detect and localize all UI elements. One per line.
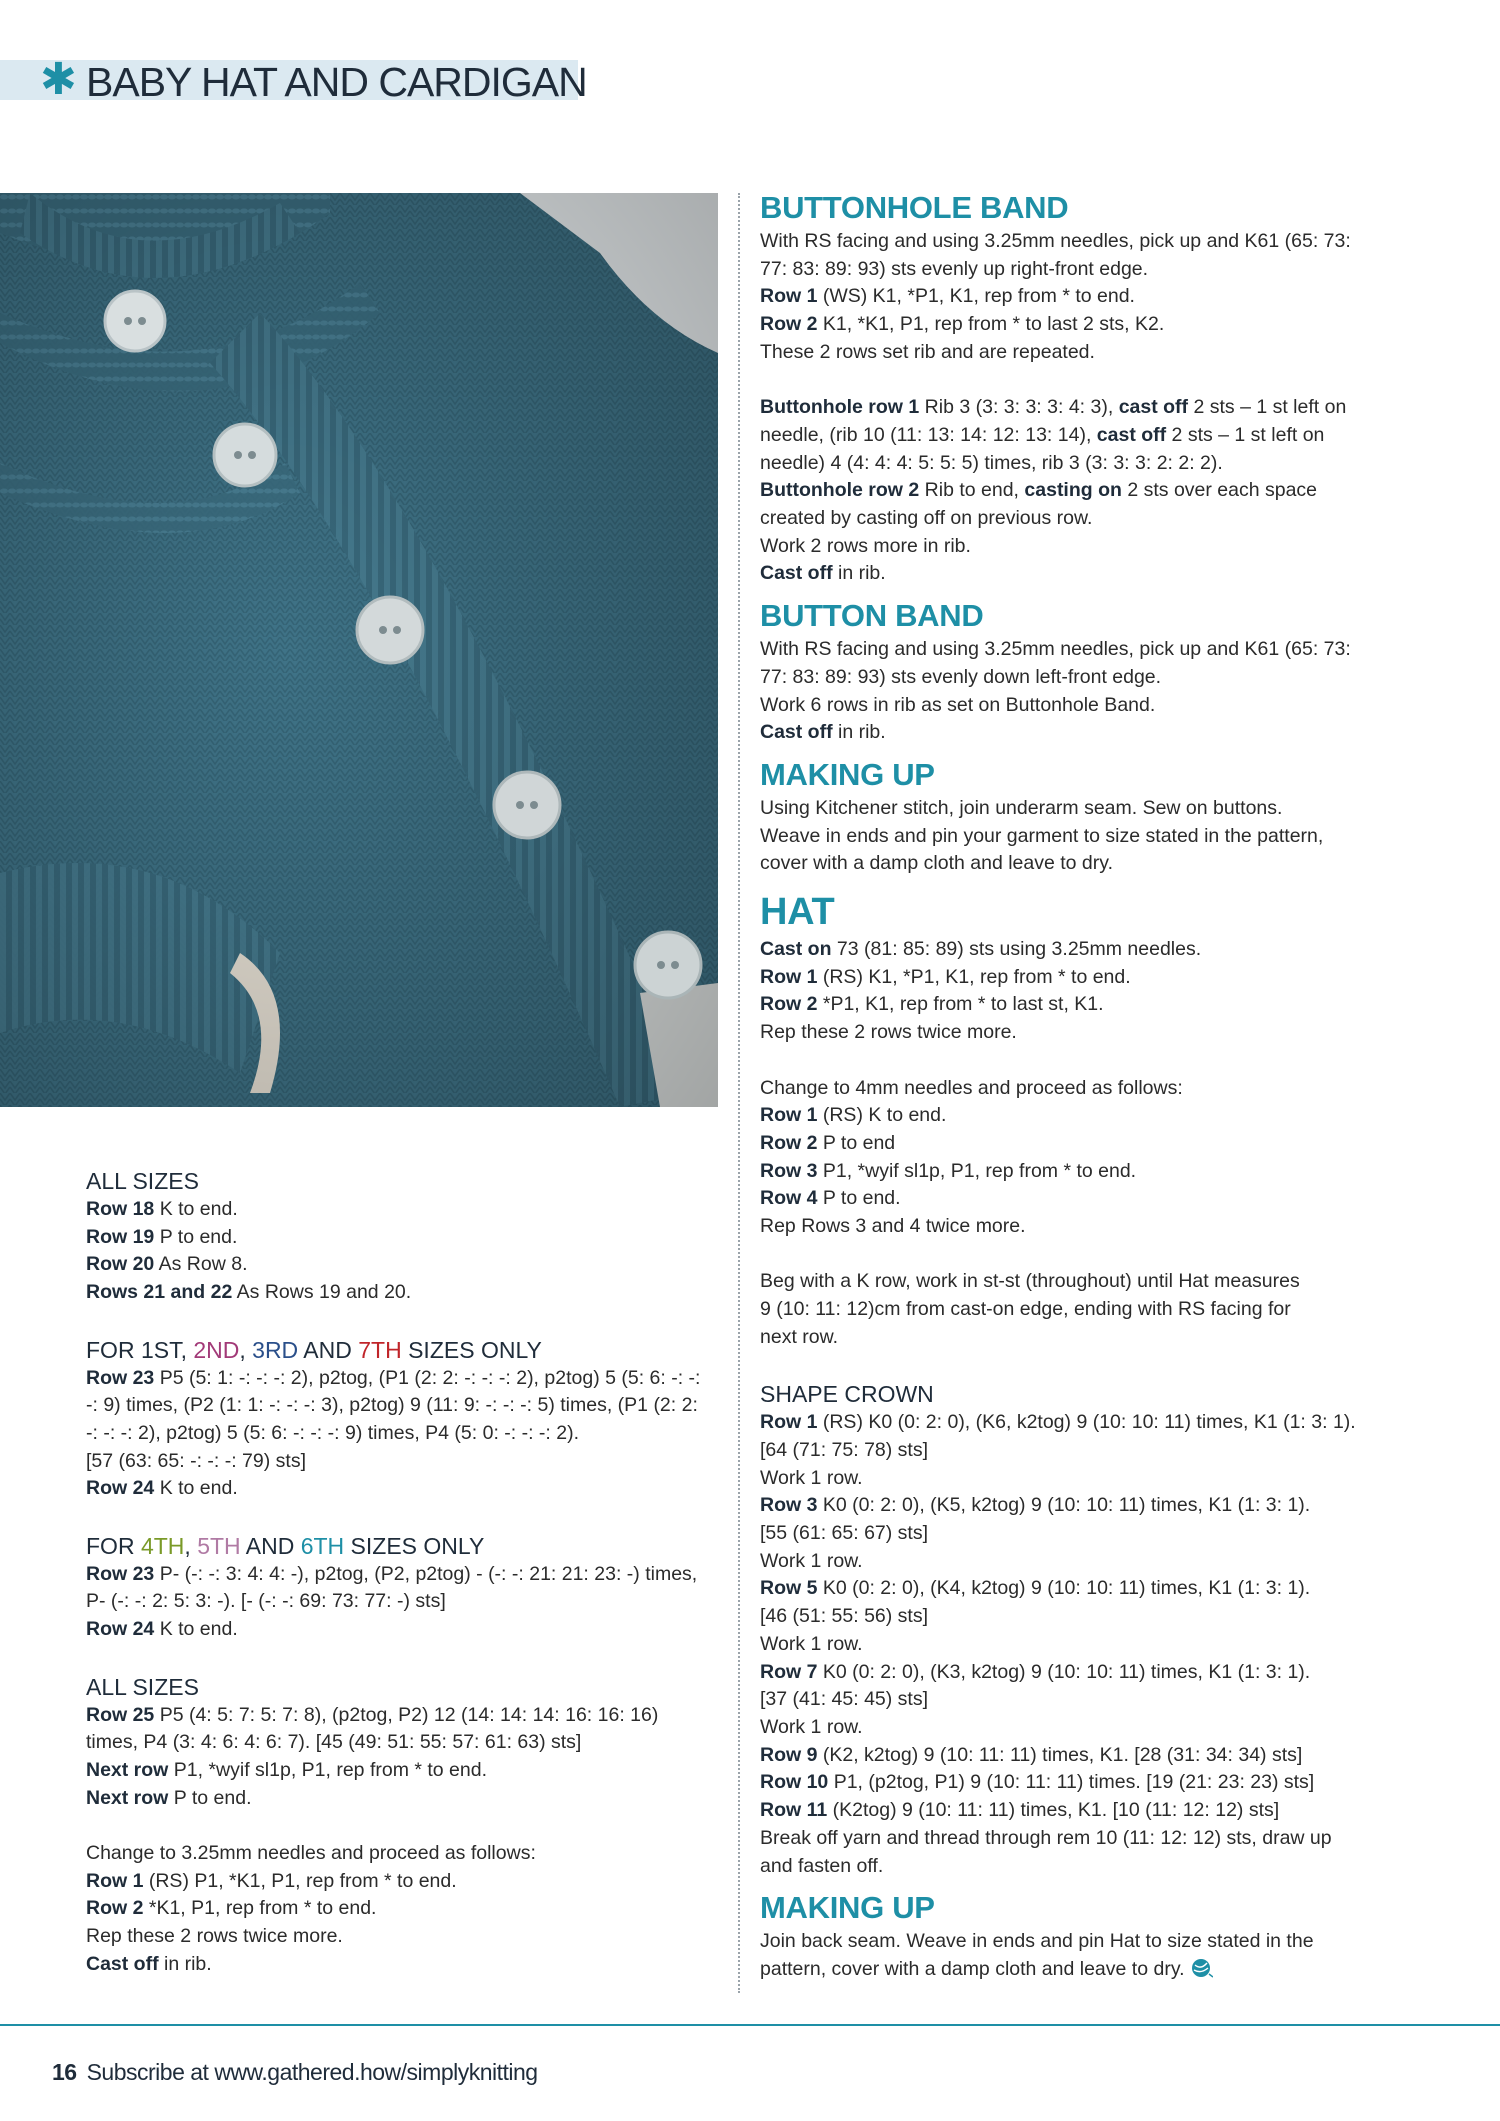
pattern-row: Cast off in rib.	[86, 1952, 212, 1975]
instruction-text: 9 (10: 11: 12)cm from cast-on edge, ending with RS facing for	[760, 1298, 1291, 1321]
section-heading: FOR 4TH, 5TH AND 6TH SIZES ONLY	[86, 1532, 485, 1559]
instruction-text: Work 1 row.	[760, 1715, 863, 1738]
page-title: BABY HAT AND CARDIGAN	[86, 59, 587, 105]
instruction-text: 77: 83: 89: 93) sts evenly up right-front edge.	[760, 257, 1149, 280]
pattern-row: Row 1 (RS) K1, *P1, K1, rep from * to end.	[760, 965, 1131, 988]
instruction-text: Break off yarn and thread through rem 10 (11: 12: 12) sts, draw up	[760, 1826, 1332, 1849]
instruction-text: Join back seam. Weave in ends and pin Hat to size stated in the	[760, 1930, 1314, 1953]
pattern-row: Row 3 P1, *wyif sl1p, P1, rep from * to end.	[760, 1159, 1137, 1182]
instruction-text: Work 6 rows in rib as set on Buttonhole Band.	[760, 693, 1156, 716]
yarn-ball-icon	[1191, 1957, 1213, 1979]
pattern-row: [64 (71: 75: 78) sts]	[760, 1438, 929, 1461]
pattern-row: Row 1 (RS) K0 (0: 2: 0), (K6, k2tog) 9 (10: 10: 11) times, K1 (1: 3: 1).	[760, 1411, 1356, 1434]
pattern-row: Row 2 P to end	[760, 1131, 896, 1154]
page-number: 16	[52, 2059, 77, 2085]
pattern-row: [46 (51: 55: 56) sts]	[760, 1605, 929, 1628]
pattern-row: Row 4 P to end.	[760, 1187, 901, 1210]
instruction-text: These 2 rows set rib and are repeated.	[760, 340, 1095, 363]
section-heading: BUTTON BAND	[760, 598, 984, 634]
footer	[52, 2057, 538, 2087]
pattern-row: Cast off in rib.	[760, 562, 886, 585]
pattern-row: needle, (rib 10 (11: 13: 14: 12: 13: 14), cast off 2 sts – 1 st left on	[760, 423, 1325, 446]
instruction-text: Work 1 row.	[760, 1466, 863, 1489]
pattern-row: -: -: -: 2), p2tog) 5 (5: 6: -: -: -: 9) times, P4 (5: 0: -: -: -: 2).	[86, 1421, 580, 1444]
footer-rule	[0, 2024, 1500, 2026]
pattern-row: Cast off in rib.	[760, 721, 886, 744]
pattern-row: [55 (61: 65: 67) sts]	[760, 1522, 929, 1545]
pattern-row: -: 9) times, (P2 (1: 1: -: -: -: 3), p2tog) 9 (11: 9: -: -: -: 5) times, (P1 (2: 2:	[86, 1394, 698, 1417]
instruction-text: pattern, cover with a damp cloth and leave to dry.	[760, 1956, 1400, 1984]
instruction-text: Work 2 rows more in rib.	[760, 534, 971, 557]
pattern-row: [37 (41: 45: 45) sts]	[760, 1688, 929, 1711]
title-bar	[0, 54, 587, 105]
section-heading: ALL SIZES	[86, 1168, 199, 1194]
pattern-row: Row 5 K0 (0: 2: 0), (K4, k2tog) 9 (10: 10: 11) times, K1 (1: 3: 1).	[760, 1577, 1311, 1600]
instruction-text: With RS facing and using 3.25mm needles, pick up and K61 (65: 73:	[760, 638, 1351, 661]
pattern-row: [57 (63: 65: -: -: -: 79) sts]	[86, 1449, 306, 1472]
instruction-text: Work 1 row.	[760, 1632, 863, 1655]
pattern-row: needle) 4 (4: 4: 4: 5: 5: 5) times, rib 3 (3: 3: 3: 2: 2: 2).	[760, 451, 1223, 474]
subscribe-link[interactable]: Subscribe at www.gathered.how/simplyknitting	[86, 2059, 538, 2085]
pattern-row: Row 1 (RS) P1, *K1, P1, rep from * to end.	[86, 1869, 457, 1892]
pattern-row: Buttonhole row 2 Rib to end, casting on 2 sts over each space	[760, 479, 1318, 502]
instruction-text: Change to 4mm needles and proceed as follows:	[760, 1076, 1183, 1099]
pattern-row: Row 2 *P1, K1, rep from * to last st, K1.	[760, 993, 1104, 1016]
pattern-row: Row 7 K0 (0: 2: 0), (K3, k2tog) 9 (10: 10: 11) times, K1 (1: 3: 1).	[760, 1660, 1311, 1683]
section-heading: MAKING UP	[760, 1890, 935, 1926]
pattern-row: Next row P to end.	[86, 1786, 252, 1809]
instruction-text: Rep these 2 rows twice more.	[760, 1021, 1017, 1044]
instruction-text: Rep these 2 rows twice more.	[86, 1925, 343, 1948]
pattern-row: Row 1 (RS) K to end.	[760, 1104, 947, 1127]
pattern-row: Row 9 (K2, k2tog) 9 (10: 11: 11) times, K1. [28 (31: 34: 34) sts]	[760, 1743, 1303, 1766]
pattern-row: Row 10 P1, (p2tog, P1) 9 (10: 11: 11) times. [19 (21: 23: 23) sts]	[760, 1771, 1315, 1794]
pattern-row: Row 24 K to end.	[86, 1477, 238, 1500]
cardigan-photo	[0, 193, 718, 1107]
pattern-row: Row 1 (WS) K1, *P1, K1, rep from * to end.	[760, 285, 1135, 308]
section-heading: BUTTONHOLE BAND	[760, 190, 1069, 225]
column-divider	[738, 193, 740, 1993]
section-heading: MAKING UP	[760, 756, 935, 792]
right-column	[760, 190, 1400, 1984]
pattern-row: Row 11 (K2tog) 9 (10: 11: 11) times, K1. [10 (11: 12: 12) sts]	[760, 1799, 1280, 1822]
instruction-text: With RS facing and using 3.25mm needles, pick up and K61 (65: 73:	[760, 230, 1351, 252]
pattern-row: Buttonhole row 1 Rib 3 (3: 3: 3: 3: 4: 3), cast off 2 sts – 1 st left on	[760, 396, 1347, 419]
section-heading: FOR 1ST, 2ND, 3RD AND 7TH SIZES ONLY	[86, 1336, 542, 1363]
pattern-row: Row 24 K to end.	[86, 1618, 238, 1641]
instruction-text: Rep Rows 3 and 4 twice more.	[760, 1215, 1026, 1238]
instruction-text: cover with a damp cloth and leave to dry.	[760, 852, 1113, 875]
instruction-text: next row.	[760, 1325, 839, 1348]
pattern-row: Row 18 K to end.	[86, 1198, 238, 1220]
pattern-row: created by casting off on previous row.	[760, 507, 1093, 530]
pattern-row: P- (-: -: 2: 5: 3: -). [- (-: -: 69: 73: 77: -) sts]	[86, 1590, 446, 1613]
section-heading: SHAPE CROWN	[760, 1381, 934, 1408]
instruction-text: 77: 83: 89: 93) sts evenly down left-front edge.	[760, 665, 1162, 688]
pattern-row: times, P4 (3: 4: 6: 4: 6: 7). [45 (49: 51: 55: 57: 61: 63) sts]	[86, 1731, 582, 1754]
asterisk-icon: ✱	[40, 54, 77, 105]
instruction-text: Work 1 row.	[760, 1549, 863, 1572]
pattern-row: Row 19 P to end.	[86, 1225, 238, 1248]
instruction-text: Weave in ends and pin your garment to size stated in the pattern,	[760, 824, 1324, 847]
pattern-row: Row 23 P5 (5: 1: -: -: -: 2), p2tog, (P1 (2: 2: -: -: -: 2), p2tog) 5 (5: 6: -: -:	[86, 1366, 701, 1389]
instruction-text: Beg with a K row, work in st-st (throughout) until Hat measures	[760, 1270, 1300, 1293]
pattern-row: Row 20 As Row 8.	[86, 1253, 248, 1276]
pattern-row: Row 25 P5 (4: 5: 7: 5: 7: 8), (p2tog, P2) 12 (14: 14: 14: 16: 16: 16)	[86, 1703, 659, 1726]
pattern-row: Row 2 K1, *K1, P1, rep from * to last 2 sts, K2.	[760, 313, 1165, 336]
pattern-row: Rows 21 and 22 As Rows 19 and 20.	[86, 1281, 412, 1304]
pattern-row: Row 3 K0 (0: 2: 0), (K5, k2tog) 9 (10: 10: 11) times, K1 (1: 3: 1).	[760, 1494, 1311, 1517]
pattern-row: Row 23 P- (-: -: 3: 4: 4: -), p2tog, (P2, p2tog) - (-: -: 21: 21: 23: -) times,	[86, 1562, 698, 1585]
pattern-row: Row 2 *K1, P1, rep from * to end.	[86, 1897, 377, 1920]
section-heading: HAT	[760, 891, 835, 934]
cardigan-illustration	[0, 193, 718, 1107]
instruction-text: Using Kitchener stitch, join underarm seam. Sew on buttons.	[760, 796, 1283, 819]
left-column	[86, 1166, 726, 1979]
instruction-text: and fasten off.	[760, 1854, 884, 1877]
instruction-text: Change to 3.25mm needles and proceed as follows:	[86, 1842, 536, 1864]
section-heading: ALL SIZES	[86, 1673, 199, 1700]
pattern-row: Next row P1, *wyif sl1p, P1, rep from * to end.	[86, 1758, 488, 1781]
pattern-row: Cast on 73 (81: 85: 89) sts using 3.25mm needles.	[760, 938, 1202, 961]
